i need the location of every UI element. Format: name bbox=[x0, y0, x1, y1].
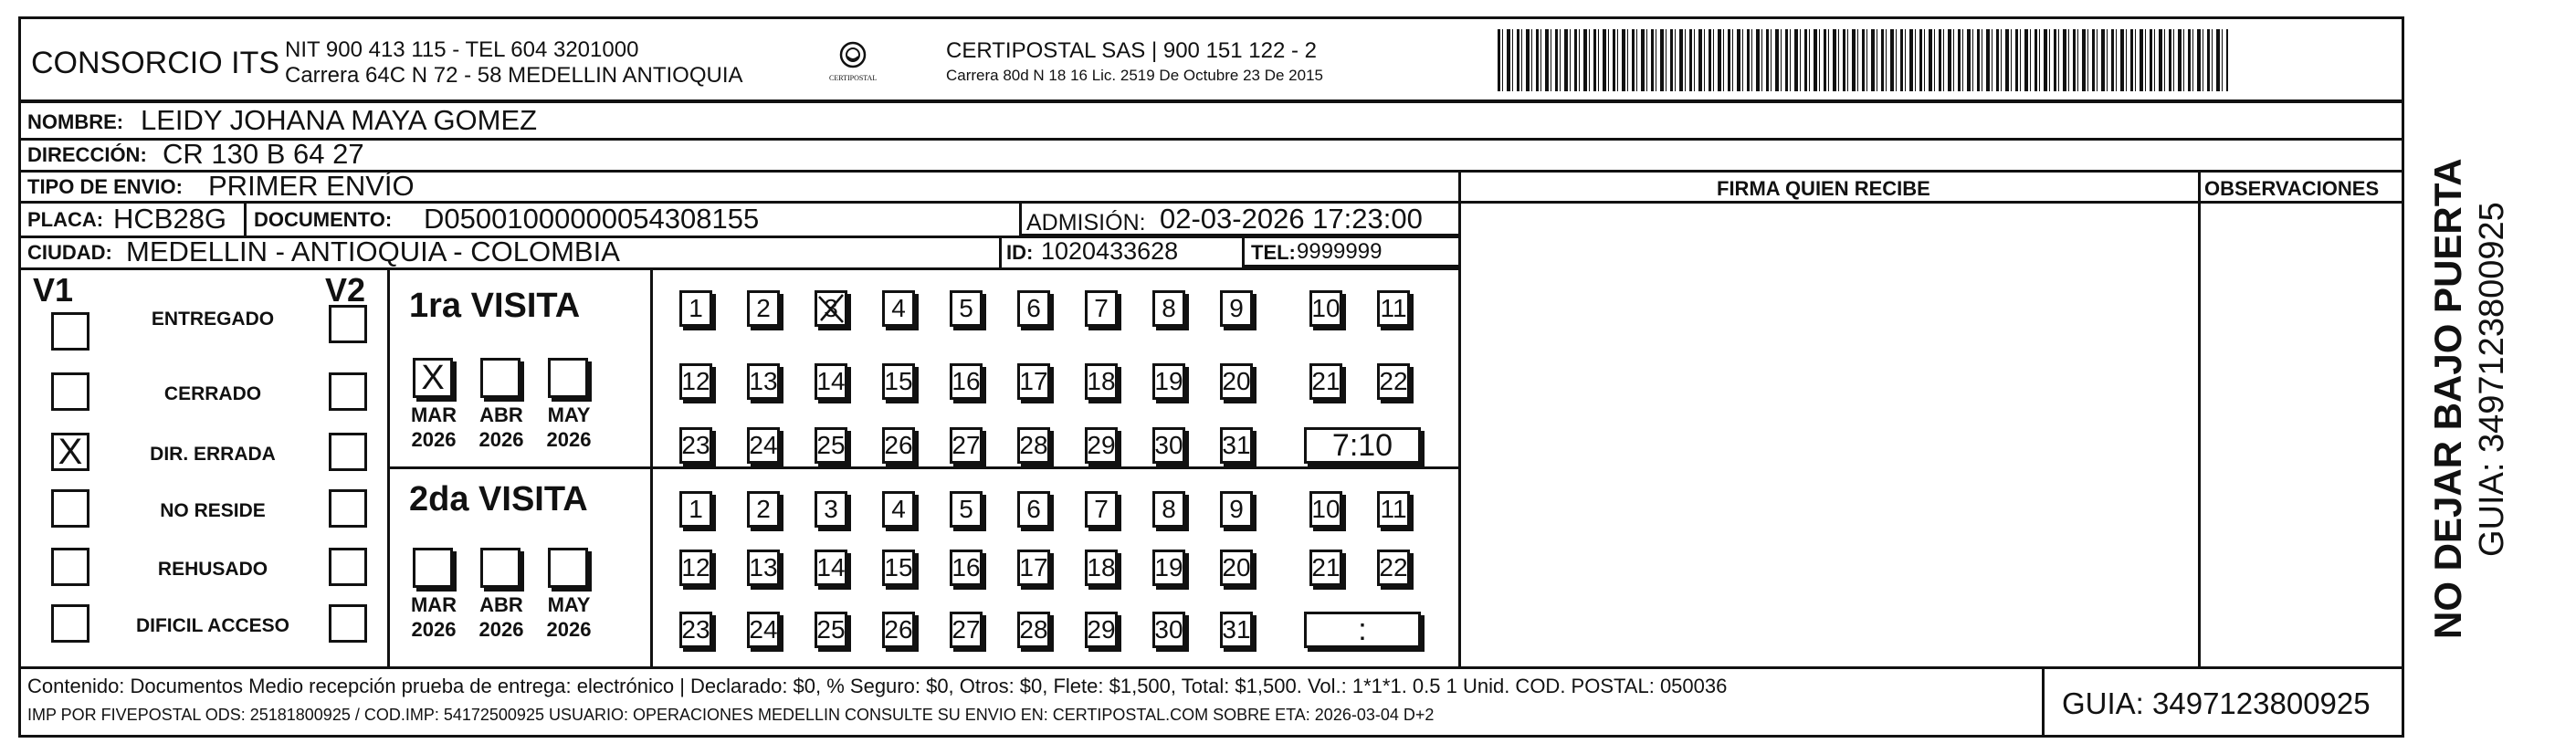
day-box[interactable]: 12 bbox=[679, 363, 712, 400]
day-box[interactable]: 6 bbox=[1017, 491, 1050, 528]
day-box[interactable]: 30 bbox=[1152, 427, 1185, 464]
day-box[interactable]: 19 bbox=[1152, 550, 1185, 586]
month-label: MAY bbox=[547, 403, 591, 426]
v2-checkbox[interactable] bbox=[329, 433, 367, 471]
day-box[interactable]: 26 bbox=[882, 427, 915, 464]
day-box[interactable]: 12 bbox=[679, 550, 712, 586]
year-label: 2026 bbox=[478, 618, 524, 641]
tipo-label: TIPO DE ENVIO: bbox=[27, 175, 183, 198]
day-box[interactable]: 19 bbox=[1152, 363, 1185, 400]
license-line: Carrera 80d N 18 16 Lic. 2519 De Octubre 23 De 2015 bbox=[946, 67, 1323, 84]
day-box[interactable]: 14 bbox=[815, 550, 847, 586]
day-box[interactable]: 10 bbox=[1309, 491, 1342, 528]
barcode bbox=[1498, 29, 2228, 91]
month-checkbox[interactable] bbox=[480, 548, 520, 588]
tel-label: TEL: bbox=[1251, 241, 1296, 264]
year-label: 2026 bbox=[411, 428, 457, 451]
ciudad-value: MEDELLIN - ANTIOQUIA - COLOMBIA bbox=[126, 236, 620, 267]
v1-checkbox[interactable] bbox=[51, 312, 89, 351]
second-visit-title: 2da VISITA bbox=[409, 480, 588, 518]
day-box[interactable]: 18 bbox=[1085, 550, 1118, 586]
day-box[interactable]: 27 bbox=[950, 612, 983, 648]
v2-checkbox[interactable] bbox=[329, 372, 367, 411]
tipo-value: PRIMER ENVÍO bbox=[208, 170, 415, 202]
v2-checkbox[interactable] bbox=[329, 548, 367, 586]
month-checkbox[interactable] bbox=[548, 358, 588, 398]
year-label: 2026 bbox=[546, 428, 592, 451]
month-checkbox[interactable] bbox=[548, 548, 588, 588]
day-box[interactable]: 5 bbox=[950, 491, 983, 528]
day-box[interactable]: 14 bbox=[815, 363, 847, 400]
year-label: 2026 bbox=[411, 618, 457, 641]
guia-footer: GUIA: 3497123800925 bbox=[2062, 686, 2371, 720]
day-box[interactable]: 28 bbox=[1017, 427, 1050, 464]
v2-checkbox[interactable] bbox=[329, 604, 367, 643]
day-box[interactable]: 31 bbox=[1220, 612, 1253, 648]
status-label: DIR. ERRADA bbox=[150, 444, 276, 465]
certipostal-line: CERTIPOSTAL SAS | 900 151 122 - 2 bbox=[946, 38, 1317, 63]
day-box[interactable]: 2 bbox=[747, 491, 780, 528]
day-box[interactable]: 21 bbox=[1309, 550, 1342, 586]
day-box[interactable]: 26 bbox=[882, 612, 915, 648]
day-box[interactable]: 31 bbox=[1220, 427, 1253, 464]
day-box[interactable]: 29 bbox=[1085, 612, 1118, 648]
year-label: 2026 bbox=[546, 618, 592, 641]
v2-checkbox[interactable] bbox=[329, 305, 367, 343]
day-box[interactable]: 15 bbox=[882, 550, 915, 586]
status-label: REHUSADO bbox=[157, 559, 268, 580]
nombre-value: LEIDY JOHANA MAYA GOMEZ bbox=[141, 104, 538, 136]
day-box[interactable]: 4 bbox=[882, 491, 915, 528]
month-checkbox[interactable] bbox=[413, 548, 453, 588]
month-checkbox[interactable] bbox=[480, 358, 520, 398]
day-box[interactable]: 29 bbox=[1085, 427, 1118, 464]
day-box[interactable]: 4 bbox=[882, 290, 915, 327]
day-box[interactable]: 17 bbox=[1017, 550, 1050, 586]
day-box[interactable]: 24 bbox=[747, 427, 780, 464]
time-box[interactable]: 7:10 bbox=[1304, 427, 1421, 464]
day-box[interactable]: 7 bbox=[1085, 491, 1118, 528]
id-value: 1020433628 bbox=[1041, 237, 1179, 265]
observaciones-header: OBSERVACIONES bbox=[2204, 177, 2380, 200]
day-box[interactable]: 8 bbox=[1152, 491, 1185, 528]
day-box[interactable]: 1 bbox=[679, 491, 712, 528]
time-box[interactable]: : bbox=[1304, 612, 1421, 648]
day-box[interactable]: 1 bbox=[679, 290, 712, 327]
day-box[interactable]: 17 bbox=[1017, 363, 1050, 400]
day-box[interactable]: 27 bbox=[950, 427, 983, 464]
placa-value: HCB28G bbox=[113, 203, 227, 235]
month-label: MAY bbox=[547, 593, 591, 616]
day-box[interactable]: 20 bbox=[1220, 550, 1253, 586]
placa-label: PLACA: bbox=[27, 208, 104, 231]
day-box[interactable]: 18 bbox=[1085, 363, 1118, 400]
nit-line: NIT 900 413 115 - TEL 604 3201000 bbox=[285, 37, 639, 62]
v1-checkbox[interactable] bbox=[51, 372, 89, 411]
side-guia: GUIA: 3497123800925 bbox=[2473, 202, 2511, 557]
month-label: ABR bbox=[479, 403, 523, 426]
no-dejar-bajo-puerta: NO DEJAR BAJO PUERTA bbox=[2426, 158, 2469, 639]
v1-checkbox[interactable] bbox=[51, 604, 89, 643]
v1-checkbox[interactable] bbox=[51, 489, 89, 528]
v2-header: V2 bbox=[325, 271, 366, 309]
day-box[interactable]: 21 bbox=[1309, 363, 1342, 400]
company-name: CONSORCIO ITS bbox=[31, 46, 280, 80]
v2-checkbox[interactable] bbox=[329, 489, 367, 528]
documento-label: DOCUMENTO: bbox=[254, 208, 393, 231]
day-box[interactable]: 23 bbox=[679, 612, 712, 648]
day-box[interactable]: 25 bbox=[815, 427, 847, 464]
firma-header: FIRMA QUIEN RECIBE bbox=[1717, 177, 1930, 200]
day-box[interactable]: 28 bbox=[1017, 612, 1050, 648]
day-box[interactable]: 20 bbox=[1220, 363, 1253, 400]
day-box[interactable]: 13 bbox=[747, 363, 780, 400]
day-box[interactable]: 3 bbox=[815, 491, 847, 528]
day-box[interactable]: 11 bbox=[1377, 491, 1410, 528]
day-box[interactable]: 30 bbox=[1152, 612, 1185, 648]
day-box[interactable]: 6 bbox=[1017, 290, 1050, 327]
month-label: MAR bbox=[410, 593, 457, 616]
v1-header: V1 bbox=[33, 271, 74, 309]
day-box[interactable]: 16 bbox=[950, 363, 983, 400]
imp-line: IMP POR FIVEPOSTAL ODS: 25181800925 / COD.IMP: 54172500925 USUARIO: OPERACIONES MEDELLIN CONSULTE SU ENVIO EN: CERTIPOSTAL.COM SOBRE ETA: 2026-03-04 D+2 bbox=[27, 706, 1435, 724]
day-box[interactable]: 23 bbox=[679, 427, 712, 464]
day-box[interactable]: 22 bbox=[1377, 550, 1410, 586]
day-box[interactable]: 16 bbox=[950, 550, 983, 586]
admision-value: 02-03-2026 17:23:00 bbox=[1160, 203, 1423, 235]
documento-value: D05001000000054308155 bbox=[424, 203, 760, 235]
day-box[interactable]: 10 bbox=[1309, 290, 1342, 327]
day-box[interactable]: 9 bbox=[1220, 290, 1253, 327]
day-box[interactable]: 25 bbox=[815, 612, 847, 648]
direccion-value: CR 130 B 64 27 bbox=[163, 138, 364, 170]
id-label: ID: bbox=[1006, 241, 1034, 264]
address-line: Carrera 64C N 72 - 58 MEDELLIN ANTIOQUIA bbox=[285, 63, 743, 88]
status-label: NO RESIDE bbox=[160, 500, 266, 521]
status-label: DIFICIL ACCESO bbox=[135, 615, 289, 636]
ciudad-label: CIUDAD: bbox=[27, 241, 112, 264]
day-box[interactable]: 11 bbox=[1377, 290, 1410, 327]
day-box[interactable]: 7 bbox=[1085, 290, 1118, 327]
day-box[interactable]: 2 bbox=[747, 290, 780, 327]
first-visit-title: 1ra VISITA bbox=[409, 287, 581, 325]
day-box[interactable]: 3 bbox=[815, 290, 847, 327]
tel-value: 9999999 bbox=[1297, 239, 1383, 264]
direccion-label: DIRECCIÓN: bbox=[27, 143, 147, 166]
status-label: ENTREGADO bbox=[151, 309, 275, 330]
contenido-line: Contenido: Documentos Medio recepción prueba de entrega: electrónico | Declarado: $0, % Seguro: $0, Otros: $0, Flete: $1,500, Total: $1,500. Vol.: 1*1*1. 0.5 1 Unid. COD. POSTAL: 050036 bbox=[27, 675, 1728, 697]
status-label: CERRADO bbox=[163, 383, 262, 404]
month-checkbox[interactable]: X bbox=[413, 358, 453, 398]
logo-text: CERTIPOSTAL bbox=[829, 74, 878, 82]
day-box[interactable]: 8 bbox=[1152, 290, 1185, 327]
certipostal-logo bbox=[825, 37, 880, 89]
year-label: 2026 bbox=[478, 428, 524, 451]
day-box[interactable]: 22 bbox=[1377, 363, 1410, 400]
month-label: ABR bbox=[479, 593, 523, 616]
v1-checkbox[interactable]: X bbox=[51, 433, 89, 471]
day-box[interactable]: 5 bbox=[950, 290, 983, 327]
day-box[interactable]: 15 bbox=[882, 363, 915, 400]
nombre-label: NOMBRE: bbox=[27, 110, 124, 133]
day-box[interactable]: 13 bbox=[747, 550, 780, 586]
admision-label: ADMISIÓN: bbox=[1026, 210, 1146, 236]
day-box[interactable]: 24 bbox=[747, 612, 780, 648]
v1-checkbox[interactable] bbox=[51, 548, 89, 586]
month-label: MAR bbox=[410, 403, 457, 426]
day-box[interactable]: 9 bbox=[1220, 491, 1253, 528]
